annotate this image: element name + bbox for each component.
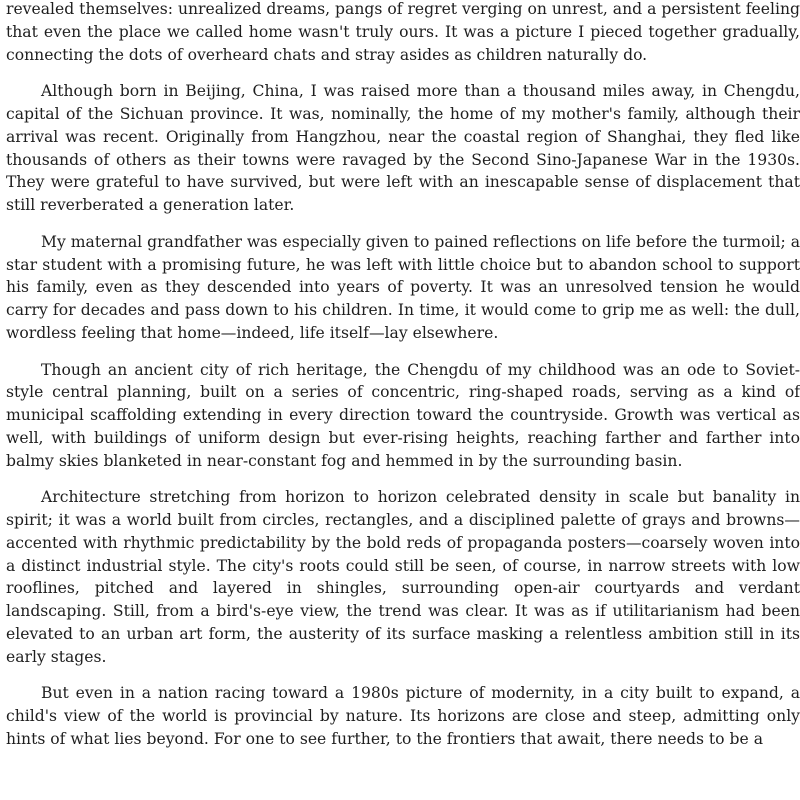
paragraph-2: Although born in Beijing, China, I was raised more than a thousand miles away, in Chengdu, capital of the Sichuan province. It was, nominally, the home of my mother's family, although their arrival was recent. Originally from Hangzhou, near the coastal region of Shanghai, they fled like thousands of others as their towns were ravaged by the Second Sino-Japanese War in the 1930s. They were grateful to have survived, but were left with an inescapable sense of displacement that still reverberated a generation later.	[6, 82, 800, 214]
paragraph-6: But even in a nation racing toward a 1980s picture of modernity, in a city built to expand, a child's view of the world is provincial by nature. Its horizons are close and steep, admitting only hints of what lies beyond. For one to see further, to the frontiers that await, there needs to be a	[6, 684, 800, 748]
paragraph-4: Though an ancient city of rich heritage, the Chengdu of my childhood was an ode to Soviet-style central planning, built on a series of concentric, ring-shaped roads, serving as a kind of municipal scaffolding extending in every direction toward the countryside. Growth was vertical as well, with buildings of uniform design but ever-rising heights, reaching farther and farther into balmy skies blanketed in near-constant fog and hemmed in by the surrounding basin.	[6, 360, 800, 470]
paragraph-3: My maternal grandfather was especially given to pained reflections on life before the turmoil; a star student with a promising future, he was left with little choice but to abandon school to support his family, even as they descended into years of poverty. It was an unresolved tension he would carry for decades and pass down to his children. In time, it would come to grip me as well: the dull, wordless feeling that home—indeed, life itself—lay elsewhere.	[6, 232, 800, 342]
book-page	[6, 0, 800, 765]
paragraph-5: Architecture stretching from horizon to horizon celebrated density in scale but banality in spirit; it was a world built from circles, rectangles, and a disciplined palette of grays and browns—accented with rhythmic predictability by the bold reds of propaganda posters—coarsely woven into a distinct industrial style. The city's roots could still be seen, of course, in narrow streets with low rooflines, pitched and layered in shingles, surrounding open-air courtyards and verdant landscaping. Still, from a bird's-eye view, the trend was clear. It was as if utilitarianism had been elevated to an urban art form, the austerity of its surface masking a relentless ambition still in its early stages.	[6, 488, 800, 666]
paragraph-1: revealed themselves: unrealized dreams, pangs of regret verging on unrest, and a persistent feeling that even the place we called home wasn't truly ours. It was a picture I pieced together gradually, connecting the dots of overheard chats and stray asides as children naturally do.	[6, 0, 800, 64]
